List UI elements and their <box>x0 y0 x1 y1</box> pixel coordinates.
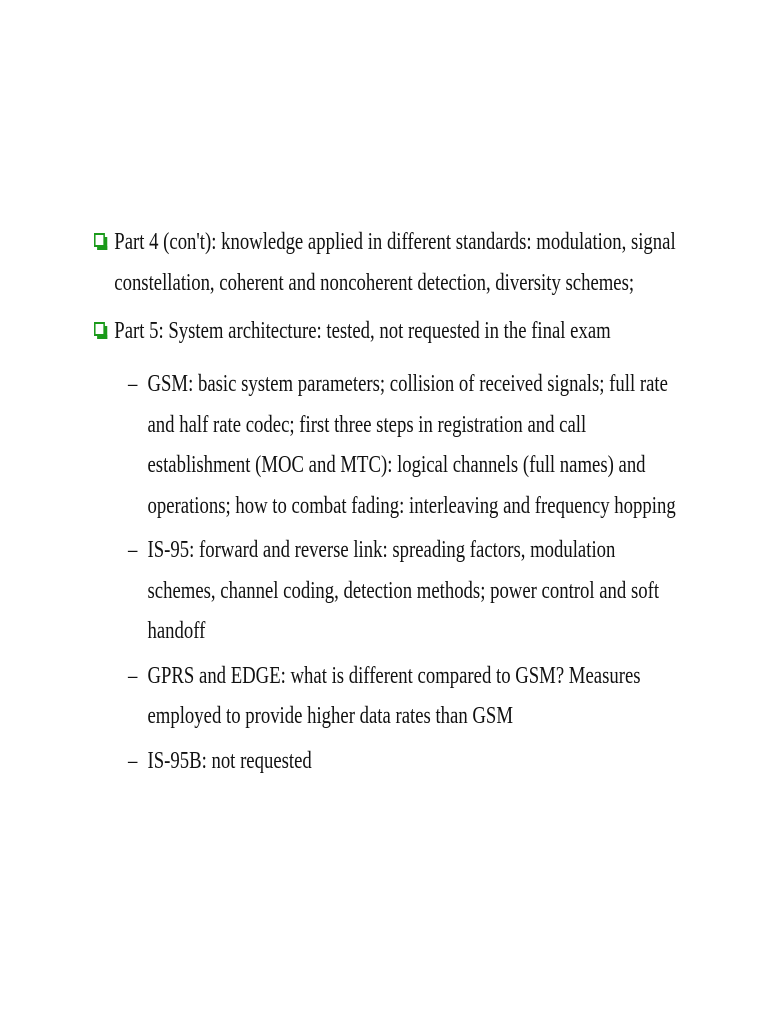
sub-item-gsm <box>128 364 678 526</box>
dash-marker: – <box>128 662 138 689</box>
sub-item-is95 <box>128 530 678 652</box>
dash-marker: – <box>128 747 138 774</box>
main-bullet-list <box>94 222 734 359</box>
bullet-part-4 <box>94 222 754 304</box>
sub-item-is95b <box>128 741 678 782</box>
sub-item-text: GPRS and EDGE: what is different compared to GSM? Measures employed to provide higher data rates than GSM <box>147 662 641 729</box>
sub-bullet-list <box>128 364 728 785</box>
bullet-part-5 <box>94 311 754 352</box>
checkbox-icon <box>94 233 105 247</box>
sub-item-gprs-edge <box>128 656 678 737</box>
sub-item-text: IS-95B: not requested <box>147 747 312 774</box>
sub-item-text: GSM: basic system parameters; collision of received signals; full rate and half rate codec; first three steps in registration and call establishment (MOC and MTC): logical channels (full names) and operations; how to combat fading: interleaving and frequency hopping <box>147 371 676 519</box>
checkbox-icon <box>94 322 105 336</box>
dash-marker: – <box>128 537 138 563</box>
sub-item-text: IS-95: forward and reverse link: spreading factors, modulation schemes, channel coding, detection methods; power control and soft handoff <box>147 537 660 644</box>
dash-marker: – <box>128 371 138 397</box>
bullet-text: Part 5: System architecture: tested, not requested in the final exam <box>114 318 611 344</box>
bullet-text: Part 4 (con't): knowledge applied in different standards: modulation, signal constellation, coherent and noncoherent detection, diversity schemes; <box>114 229 676 296</box>
